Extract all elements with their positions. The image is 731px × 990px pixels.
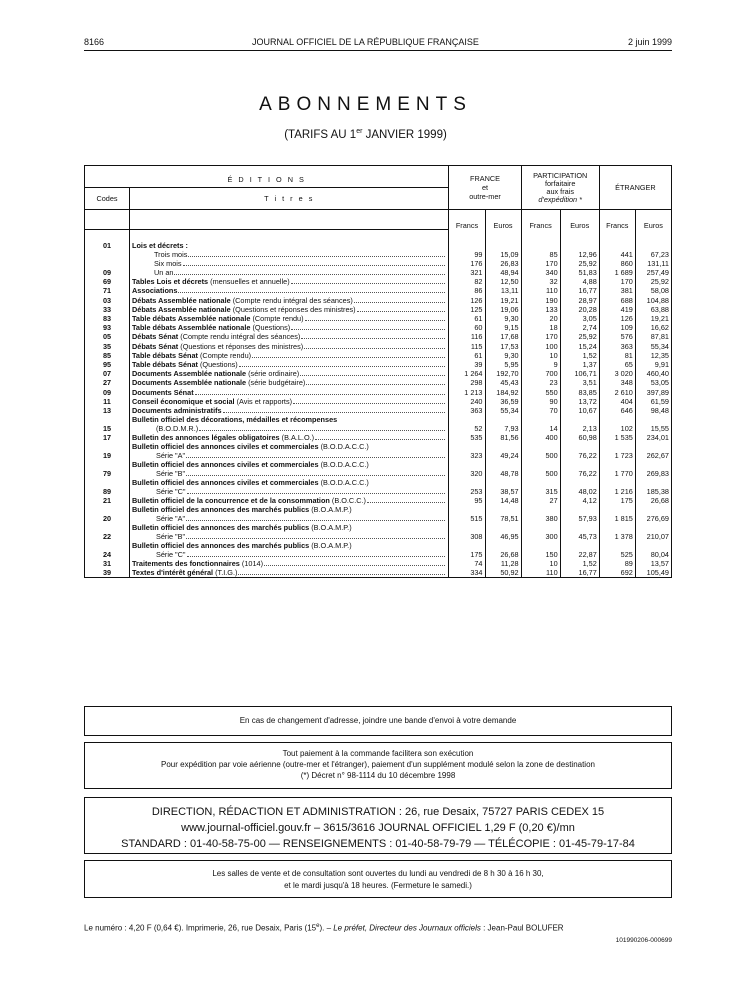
cell-francs: 81 [599, 351, 635, 360]
cell-euros: 58,08 [635, 286, 671, 295]
cell-euros: 15,09 [485, 250, 521, 259]
cell-euros: 15,24 [560, 341, 599, 350]
table-row [85, 523, 672, 541]
cell-francs: 110 [521, 568, 560, 578]
cell-francs: 576 [599, 332, 635, 341]
cell-euros: 104,88 [635, 295, 671, 304]
cell-euros: 16,62 [635, 323, 671, 332]
cell-euros: 51,83 [560, 268, 599, 277]
france-header: FRANCE et outre-mer [449, 166, 521, 210]
table-row [85, 442, 672, 460]
cell-francs: 100 [521, 341, 560, 350]
cell-euros: 12,96 [560, 250, 599, 259]
cell-euros: 269,83 [635, 460, 671, 478]
row-title: Bulletin officiel des annonces civiles et commerciales (B.O.D.A.C.C.) Série "C" [130, 478, 449, 496]
cell-euros: 460,40 [635, 369, 671, 378]
row-title: Bulletin officiel des annonces civiles et commerciales (B.O.D.A.C.C.) Série "A" [130, 442, 449, 460]
cell-euros: 12,50 [485, 277, 521, 286]
cell-euros: 19,06 [485, 305, 521, 314]
table-row [85, 559, 672, 568]
cell-euros: 15,55 [635, 415, 671, 433]
direction-box: DIRECTION, RÉDACTION ET ADMINISTRATION : 26, rue Desaix, 75727 PARIS CEDEX 15 www.journal-officiel.gouv.fr – 3615/3616 JOURNAL OFFICIEL 1,29 F (0,20 €)/mn STANDARD : 01-40-58-75-00 — RENSEIGNEMENTS : 01-40-58-79-79 — TÉLÉCOPIE : 01-45-79-17-84 [84, 797, 672, 854]
participation-header: PARTICIPATION forfaitaire aux frais d'expédition * [521, 166, 599, 210]
cell-francs: 3 020 [599, 369, 635, 378]
cell-francs: 400 [521, 433, 560, 442]
table-row [85, 378, 672, 387]
table-row [85, 505, 672, 523]
table-row [85, 406, 672, 415]
row-code: 05 [85, 332, 130, 341]
cell-euros: 13,72 [560, 397, 599, 406]
row-code: 03 [85, 295, 130, 304]
cell-francs: 109 [599, 323, 635, 332]
row-title: Six mois [130, 259, 449, 268]
table-row [85, 295, 672, 304]
cell-euros: 19,21 [485, 295, 521, 304]
row-code: 01 [85, 230, 130, 250]
cell-euros: 76,22 [560, 460, 599, 478]
cell-francs: 334 [449, 568, 485, 578]
cell-francs: 1 213 [449, 387, 485, 396]
cell-francs: 10 [521, 351, 560, 360]
table-row [85, 305, 672, 314]
cell-euros: 9,30 [485, 314, 521, 323]
table-row [85, 433, 672, 442]
cell-euros: 26,68 [635, 496, 671, 505]
cell-euros: 45,43 [485, 378, 521, 387]
cell-francs: 70 [521, 406, 560, 415]
cell-euros: 17,53 [485, 341, 521, 350]
cell-francs: 14 [521, 415, 560, 433]
cell-euros: 28,97 [560, 295, 599, 304]
row-title: Un an [130, 268, 449, 277]
table-row [85, 541, 672, 559]
cell-francs: 85 [521, 250, 560, 259]
cell-euros: 210,07 [635, 523, 671, 541]
row-title: Documents administratifs [130, 406, 449, 415]
payment-notice: Tout paiement à la commande facilitera son exécution Pour expédition par voie aérienne (outre-mer et l'étranger), paiement d'un supplément modulé selon la zone de destination (*) Décret n° 98-1114 du 10 décembre 1998 [84, 742, 672, 789]
cell-euros: 262,67 [635, 442, 671, 460]
row-title: Tables Lois et décrets (mensuelles et annuelle) [130, 277, 449, 286]
cell-francs: 95 [449, 496, 485, 505]
cell-francs: 170 [521, 259, 560, 268]
cell-euros [635, 230, 671, 250]
row-code: 07 [85, 369, 130, 378]
cell-euros: 78,51 [485, 505, 521, 523]
row-code: 09 [85, 268, 130, 277]
cell-francs: 550 [521, 387, 560, 396]
titres-header: T i t r e s [130, 188, 449, 210]
cell-euros: 46,95 [485, 523, 521, 541]
row-code: 11 [85, 397, 130, 406]
cell-euros: 105,49 [635, 568, 671, 578]
cell-francs: 419 [599, 305, 635, 314]
cell-euros: 9,30 [485, 351, 521, 360]
cell-euros: 55,34 [485, 406, 521, 415]
cell-francs: 190 [521, 295, 560, 304]
row-title: Table débats Assemblée nationale (Questions) [130, 323, 449, 332]
cell-euros: 63,88 [635, 305, 671, 314]
cell-francs: 315 [521, 478, 560, 496]
cell-francs: 535 [449, 433, 485, 442]
row-code [85, 250, 130, 259]
table-row [85, 323, 672, 332]
cell-euros: 17,68 [485, 332, 521, 341]
cell-francs: 1 216 [599, 478, 635, 496]
row-code: 22 [85, 523, 130, 541]
row-code: 95 [85, 360, 130, 369]
cell-francs: 381 [599, 286, 635, 295]
cell-francs: 500 [521, 460, 560, 478]
cell-euros: 48,94 [485, 268, 521, 277]
cell-euros: 3,05 [560, 314, 599, 323]
col-francs: Francs [449, 210, 485, 230]
cell-francs: 1 770 [599, 460, 635, 478]
cell-euros: 22,87 [560, 541, 599, 559]
cell-francs: 89 [599, 559, 635, 568]
cell-euros: 1,52 [560, 559, 599, 568]
cell-euros: 48,02 [560, 478, 599, 496]
cell-francs: 692 [599, 568, 635, 578]
row-code: 69 [85, 277, 130, 286]
cell-francs: 175 [599, 496, 635, 505]
table-row [85, 397, 672, 406]
footer-imprint: Le numéro : 4,20 F (0,64 €). Imprimerie, 26, rue Desaix, Paris (15e). – Le préfet, Directeur des Journaux officiels : Jean-Paul BOLUFER [84, 923, 564, 933]
row-code: 19 [85, 442, 130, 460]
cell-francs: 700 [521, 369, 560, 378]
cell-francs: 323 [449, 442, 485, 460]
table-row [85, 496, 672, 505]
table-row [85, 351, 672, 360]
row-title: Textes d'intérêt général (T.I.G.) [130, 568, 449, 578]
table-row [85, 268, 672, 277]
cell-euros: 16,77 [560, 286, 599, 295]
cell-euros: 192,70 [485, 369, 521, 378]
cell-euros: 9,91 [635, 360, 671, 369]
cell-euros: 98,48 [635, 406, 671, 415]
row-code: 39 [85, 568, 130, 578]
row-code: 24 [85, 541, 130, 559]
cell-francs: 176 [449, 259, 485, 268]
row-title: Bulletin officiel des annonces des marchés publics (B.O.A.M.P.) Série "C" [130, 541, 449, 559]
row-code: 89 [85, 478, 130, 496]
cell-francs: 688 [599, 295, 635, 304]
table-row [85, 478, 672, 496]
row-title: Bulletin officiel des annonces civiles et commerciales (B.O.D.A.C.C.) Série "B" [130, 460, 449, 478]
cell-francs: 9 [521, 360, 560, 369]
cell-francs: 115 [449, 341, 485, 350]
cell-euros: 11,28 [485, 559, 521, 568]
row-title: Bulletin officiel des annonces des marchés publics (B.O.A.M.P.) Série "A" [130, 505, 449, 523]
cell-francs: 2 610 [599, 387, 635, 396]
cell-euros: 10,67 [560, 406, 599, 415]
cell-francs: 240 [449, 397, 485, 406]
cell-euros: 5,95 [485, 360, 521, 369]
cell-francs: 82 [449, 277, 485, 286]
cell-euros: 26,68 [485, 541, 521, 559]
row-code: 71 [85, 286, 130, 295]
cell-francs: 23 [521, 378, 560, 387]
cell-euros [485, 230, 521, 250]
row-title: Table débats Sénat (Questions) [130, 360, 449, 369]
row-title: Table débats Assemblée nationale (Compte rendu) [130, 314, 449, 323]
page-title: ABONNEMENTS [259, 94, 472, 115]
cell-euros [560, 230, 599, 250]
row-title: Bulletin officiel de la concurrence et de la consommation (B.O.C.C.) [130, 496, 449, 505]
cell-euros: 2,74 [560, 323, 599, 332]
cell-euros: 184,92 [485, 387, 521, 396]
cell-francs: 363 [449, 406, 485, 415]
row-code: 15 [85, 415, 130, 433]
cell-euros: 83,85 [560, 387, 599, 396]
cell-euros: 25,92 [635, 277, 671, 286]
cell-euros: 67,23 [635, 250, 671, 259]
table-row [85, 259, 672, 268]
cell-francs: 404 [599, 397, 635, 406]
cell-francs: 27 [521, 496, 560, 505]
cell-francs: 525 [599, 541, 635, 559]
opening-hours-box: Les salles de vente et de consultation sont ouvertes du lundi au vendredi de 8 h 30 à 16 h 30, et le mardi jusqu'à 18 heures. (Fermeture le samedi.) [84, 860, 672, 898]
cell-euros: 50,92 [485, 568, 521, 578]
cell-euros: 55,34 [635, 341, 671, 350]
cell-euros: 19,21 [635, 314, 671, 323]
cell-francs: 116 [449, 332, 485, 341]
col-francs: Francs [521, 210, 560, 230]
cell-euros: 80,04 [635, 541, 671, 559]
cell-euros: 36,59 [485, 397, 521, 406]
cell-euros: 234,01 [635, 433, 671, 442]
table-row [85, 415, 672, 433]
cell-francs: 1 723 [599, 442, 635, 460]
table-row [85, 460, 672, 478]
cell-francs: 126 [599, 314, 635, 323]
cell-euros: 276,69 [635, 505, 671, 523]
address-change-notice: En cas de changement d'adresse, joindre une bande d'envoi à votre demande [84, 706, 672, 736]
row-title: Documents Assemblée nationale (série budgétaire) [130, 378, 449, 387]
cell-francs: 39 [449, 360, 485, 369]
cell-euros: 185,38 [635, 478, 671, 496]
cell-francs: 320 [449, 460, 485, 478]
cell-euros: 25,92 [560, 259, 599, 268]
cell-euros: 106,71 [560, 369, 599, 378]
journal-name: JOURNAL OFFICIEL DE LA RÉPUBLIQUE FRANÇAISE [252, 37, 479, 47]
row-title: Table débats Sénat (Compte rendu) [130, 351, 449, 360]
row-code: 93 [85, 323, 130, 332]
cell-francs: 86 [449, 286, 485, 295]
cell-euros: 45,73 [560, 523, 599, 541]
cell-euros: 9,15 [485, 323, 521, 332]
cell-euros: 13,11 [485, 286, 521, 295]
page-number: 8166 [84, 37, 105, 47]
table-row [85, 314, 672, 323]
cell-euros: 1,52 [560, 351, 599, 360]
cell-francs: 90 [521, 397, 560, 406]
row-title: Conseil économique et social (Avis et rapports) [130, 397, 449, 406]
cell-euros: 25,92 [560, 332, 599, 341]
cell-euros: 57,93 [560, 505, 599, 523]
codes-header: Codes [85, 188, 130, 210]
cell-francs: 441 [599, 250, 635, 259]
cell-euros: 7,93 [485, 415, 521, 433]
cell-euros: 4,12 [560, 496, 599, 505]
table-row [85, 286, 672, 295]
table-row [85, 277, 672, 286]
cell-francs: 321 [449, 268, 485, 277]
cell-francs: 10 [521, 559, 560, 568]
cell-francs: 61 [449, 314, 485, 323]
row-code: 35 [85, 341, 130, 350]
row-title: Débats Assemblée nationale (Questions et réponses des ministres) [130, 305, 449, 314]
row-code: 21 [85, 496, 130, 505]
cell-euros: 76,22 [560, 442, 599, 460]
table-row [85, 341, 672, 350]
cell-francs: 170 [599, 277, 635, 286]
col-francs: Francs [599, 210, 635, 230]
table-row [85, 360, 672, 369]
table-row [85, 369, 672, 378]
table-row [85, 250, 672, 259]
cell-euros: 20,28 [560, 305, 599, 314]
cell-euros: 397,89 [635, 387, 671, 396]
row-title: Lois et décrets : [130, 230, 449, 250]
col-euros: Euros [485, 210, 521, 230]
page-subtitle: (TARIFS AU 1er JANVIER 1999) [284, 128, 447, 141]
row-title: Débats Sénat (Compte rendu intégral des séances) [130, 332, 449, 341]
cell-francs [599, 230, 635, 250]
cell-francs: 52 [449, 415, 485, 433]
row-title: Traitements des fonctionnaires (1014) [130, 559, 449, 568]
cell-euros: 4,88 [560, 277, 599, 286]
row-code: 79 [85, 460, 130, 478]
cell-euros: 53,05 [635, 378, 671, 387]
cell-francs: 363 [599, 341, 635, 350]
cell-euros: 60,98 [560, 433, 599, 442]
footer-reference: 101990206-000699 [615, 937, 672, 944]
tariff-table [84, 165, 672, 578]
cell-francs: 18 [521, 323, 560, 332]
col-euros: Euros [560, 210, 599, 230]
row-title: Bulletin officiel des décorations, médailles et récompenses (B.O.D.M.R.) [130, 415, 449, 433]
cell-euros: 131,11 [635, 259, 671, 268]
row-title: Débats Sénat (Questions et réponses des ministres) [130, 341, 449, 350]
cell-euros: 14,48 [485, 496, 521, 505]
cell-euros: 49,24 [485, 442, 521, 460]
cell-francs: 125 [449, 305, 485, 314]
cell-euros: 38,57 [485, 478, 521, 496]
cell-francs: 133 [521, 305, 560, 314]
cell-francs: 170 [521, 332, 560, 341]
table-row [85, 568, 672, 578]
row-title: Débats Assemblée nationale (Compte rendu intégral des séances) [130, 295, 449, 304]
row-title: Bulletin officiel des annonces des marchés publics (B.O.A.M.P.) Série "B" [130, 523, 449, 541]
cell-francs: 99 [449, 250, 485, 259]
cell-francs: 1 815 [599, 505, 635, 523]
row-code: 13 [85, 406, 130, 415]
cell-francs: 1 264 [449, 369, 485, 378]
cell-euros: 13,57 [635, 559, 671, 568]
cell-euros: 48,78 [485, 460, 521, 478]
cell-francs: 1 689 [599, 268, 635, 277]
cell-francs: 298 [449, 378, 485, 387]
row-code: 83 [85, 314, 130, 323]
cell-francs: 32 [521, 277, 560, 286]
cell-euros: 2,13 [560, 415, 599, 433]
cell-francs [521, 230, 560, 250]
cell-francs: 515 [449, 505, 485, 523]
row-title: Bulletin des annonces légales obligatoires (B.A.L.O.) [130, 433, 449, 442]
cell-francs: 61 [449, 351, 485, 360]
row-code: 20 [85, 505, 130, 523]
cell-francs: 1 535 [599, 433, 635, 442]
etranger-header: ÉTRANGER [599, 166, 671, 210]
cell-euros: 61,59 [635, 397, 671, 406]
cell-francs: 110 [521, 286, 560, 295]
editions-header: É D I T I O N S [85, 166, 449, 188]
cell-francs: 380 [521, 505, 560, 523]
cell-francs: 308 [449, 523, 485, 541]
cell-francs: 60 [449, 323, 485, 332]
row-code: 31 [85, 559, 130, 568]
cell-francs: 348 [599, 378, 635, 387]
row-code: 09 [85, 387, 130, 396]
cell-francs: 20 [521, 314, 560, 323]
col-euros: Euros [635, 210, 671, 230]
cell-francs: 500 [521, 442, 560, 460]
cell-euros: 16,77 [560, 568, 599, 578]
table-row [85, 230, 672, 250]
cell-francs: 126 [449, 295, 485, 304]
cell-francs [449, 230, 485, 250]
cell-francs: 74 [449, 559, 485, 568]
cell-euros: 12,35 [635, 351, 671, 360]
cell-euros: 87,81 [635, 332, 671, 341]
cell-francs: 646 [599, 406, 635, 415]
cell-euros: 3,51 [560, 378, 599, 387]
row-title: Trois mois [130, 250, 449, 259]
row-code [85, 259, 130, 268]
cell-francs: 150 [521, 541, 560, 559]
row-code: 85 [85, 351, 130, 360]
cell-francs: 860 [599, 259, 635, 268]
cell-francs: 340 [521, 268, 560, 277]
row-title: Associations [130, 286, 449, 295]
issue-date: 2 juin 1999 [627, 37, 672, 47]
table-row [85, 387, 672, 396]
cell-francs: 102 [599, 415, 635, 433]
cell-francs: 253 [449, 478, 485, 496]
row-title: Documents Assemblée nationale (série ordinaire) [130, 369, 449, 378]
row-code: 27 [85, 378, 130, 387]
table-row [85, 332, 672, 341]
header-rule [84, 50, 672, 51]
cell-euros: 1,37 [560, 360, 599, 369]
cell-euros: 257,49 [635, 268, 671, 277]
cell-francs: 1 378 [599, 523, 635, 541]
cell-francs: 300 [521, 523, 560, 541]
cell-euros: 26,83 [485, 259, 521, 268]
row-code: 33 [85, 305, 130, 314]
cell-euros: 81,56 [485, 433, 521, 442]
row-code: 17 [85, 433, 130, 442]
row-title: Documents Sénat [130, 387, 449, 396]
cell-francs: 175 [449, 541, 485, 559]
cell-francs: 65 [599, 360, 635, 369]
